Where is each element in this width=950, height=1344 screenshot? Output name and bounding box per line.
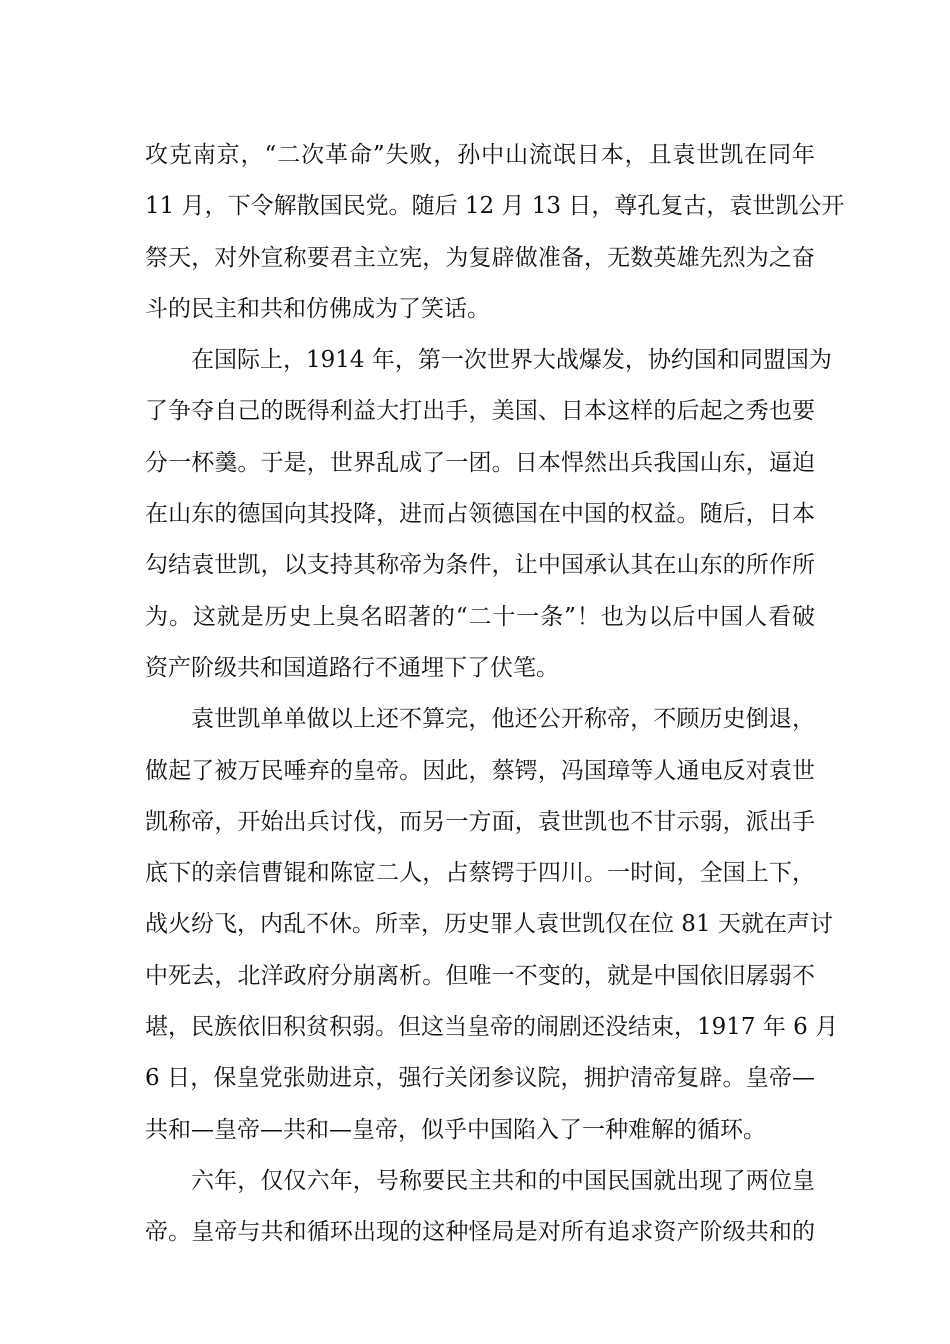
text-line: 帝。皇帝与共和循环出现的这种怪局是对所有追求资产阶级共和的 — [145, 1219, 815, 1246]
text-line: 祭天，对外宣称要君主立宪，为复辟做准备，无数英雄先烈为之奋 — [145, 244, 815, 271]
text-line: 了争夺自己的既得利益大打出手，美国、日本这样的后起之秀也要 — [145, 398, 815, 425]
text-line: 做起了被万民唾弃的皇帝。因此，蔡锷，冯国璋等人通电反对袁世 — [145, 757, 815, 784]
text-line: 分一杯羹。于是，世界乱成了一团。日本悍然出兵我国山东，逼迫 — [145, 449, 815, 476]
text-line: 攻克南京，“二次革命”失败，孙中山流氓日本，且袁世凯在同年 — [145, 142, 815, 168]
text-line: 在国际上，1914 年，第一次世界大战爆发，协约国和同盟国为 — [191, 347, 832, 374]
text-line: 在山东的德国向其投降，进而占领德国在中国的权益。随后，日本 — [145, 501, 815, 528]
text-line: 底下的亲信曹锟和陈宧二人，占蔡锷于四川。一时间，全国上下， — [145, 860, 815, 887]
paragraph-2 — [145, 335, 832, 694]
text-line: 勾结袁世凯，以支持其称帝为条件，让中国承认其在山东的所作所 — [145, 552, 815, 579]
document-body — [145, 130, 845, 1259]
paragraph-4 — [145, 1156, 815, 1259]
text-line: 11 月，下令解散国民党。随后 12 月 13 日，尊孔复古，袁世凯公开 — [145, 193, 845, 220]
text-line: 6 日，保皇党张勋进京，强行关闭参议院，拥护清帝复辟。皇帝— — [145, 1065, 815, 1092]
text-line: 凯称帝，开始出兵讨伐，而另一方面，袁世凯也不甘示弱，派出手 — [145, 808, 815, 835]
text-line: 中死去，北洋政府分崩离析。但唯一不变的，就是中国依旧孱弱不 — [145, 962, 815, 989]
paragraph-1 — [145, 130, 845, 335]
text-line: 资产阶级共和国道路行不通埋下了伏笔。 — [145, 654, 559, 681]
text-line: 斗的民主和共和仿佛成为了笑话。 — [145, 295, 490, 322]
text-line: 堪，民族依旧积贫积弱。但这当皇帝的闹剧还没结束，1917 年 6 月 — [145, 1014, 839, 1041]
text-line: 战火纷飞，内乱不休。所幸，历史罪人袁世凯仅在位 81 天就在声讨 — [145, 911, 833, 938]
text-line: 六年，仅仅六年，号称要民主共和的中国民国就出现了两位皇 — [191, 1167, 815, 1194]
text-line: 为。这就是历史上臭名昭著的“二十一条”！也为以后中国人看破 — [145, 603, 815, 630]
text-line: 共和—皇帝—共和—皇帝，似乎中国陷入了一种难解的循环。 — [145, 1116, 766, 1143]
paragraph-3 — [145, 694, 839, 1156]
text-line: 袁世凯单单做以上还不算完，他还公开称帝，不顾历史倒退， — [191, 706, 815, 733]
